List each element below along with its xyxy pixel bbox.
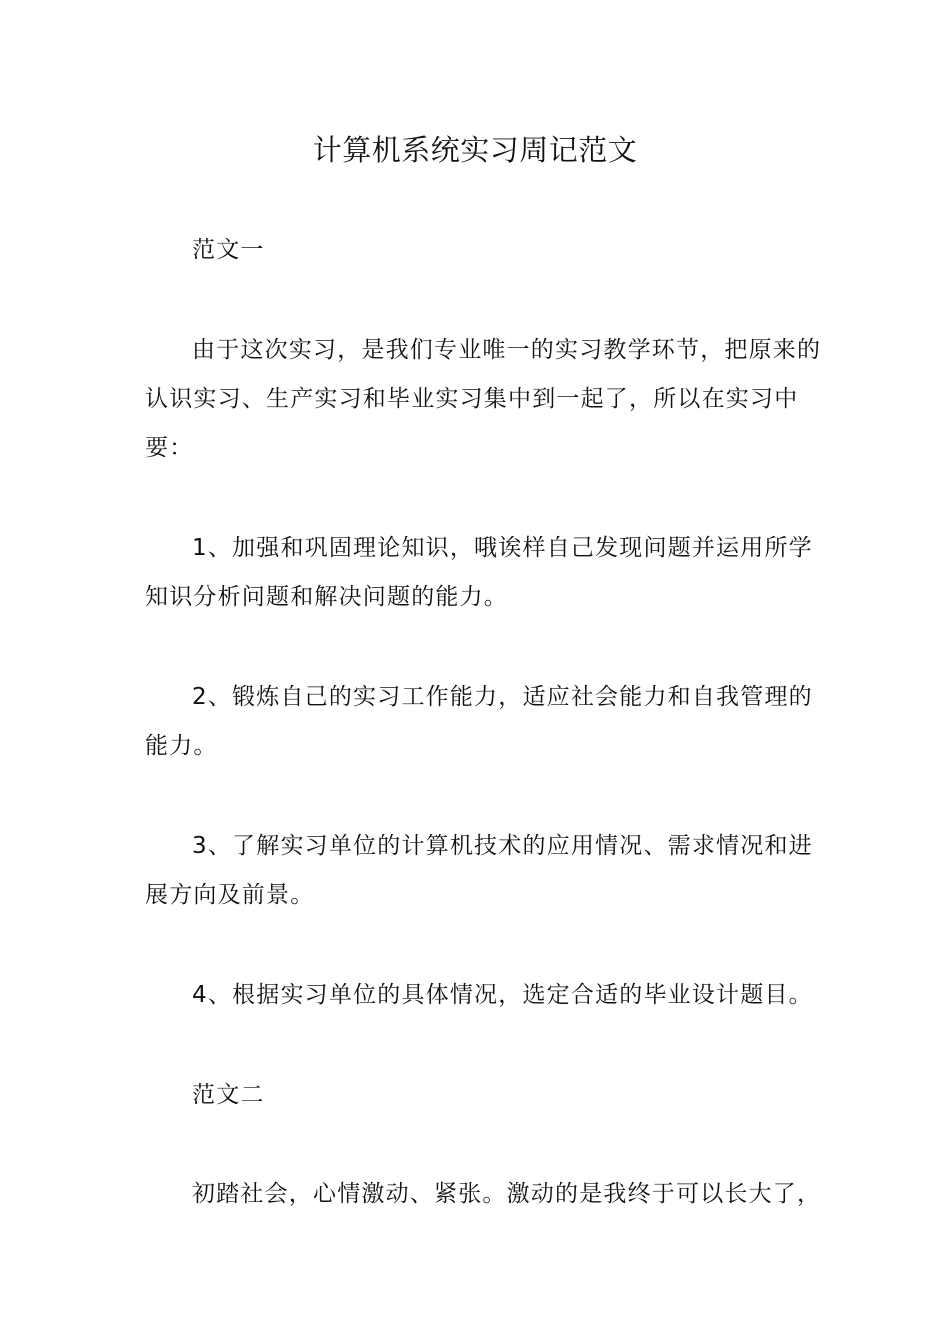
- list-item-4: [145, 971, 825, 1020]
- section-two-paragraph: 初踏社会，心情激动、紧张。激动的是我终于可以长大了，: [192, 1181, 822, 1207]
- item-number: 2: [192, 684, 208, 710]
- item-text: 、了解实习单位的计算机技术的应用情况、需求情况和进展方向及前景。: [145, 833, 813, 908]
- item-text: 、锻炼自己的实习工作能力，适应社会能力和自我管理的能力。: [145, 684, 813, 759]
- item-number: 4: [192, 982, 208, 1008]
- list-item-2: [145, 673, 825, 771]
- item-text: 、加强和巩固理论知识，哦诶样自己发现问题并运用所学知识分析问题和解决问题的能力。: [145, 535, 813, 610]
- list-item-3: [145, 822, 825, 920]
- item-text: 、根据实习单位的具体情况，选定合适的毕业设计题目。: [207, 982, 813, 1008]
- section-two-heading: 范文二: [192, 1082, 265, 1108]
- item-number: 1: [192, 535, 208, 561]
- list-item-1: [145, 524, 825, 622]
- document-title: 计算机系统实习周记范文: [312, 133, 638, 167]
- item-number: 3: [192, 833, 208, 859]
- intro-paragraph: 由于这次实习，是我们专业唯一的实习教学环节，把原来的认识实习、生产实习和毕业实习集中到一起了，所以在实习中要：: [145, 337, 822, 461]
- section-one-heading: 范文一: [192, 237, 265, 263]
